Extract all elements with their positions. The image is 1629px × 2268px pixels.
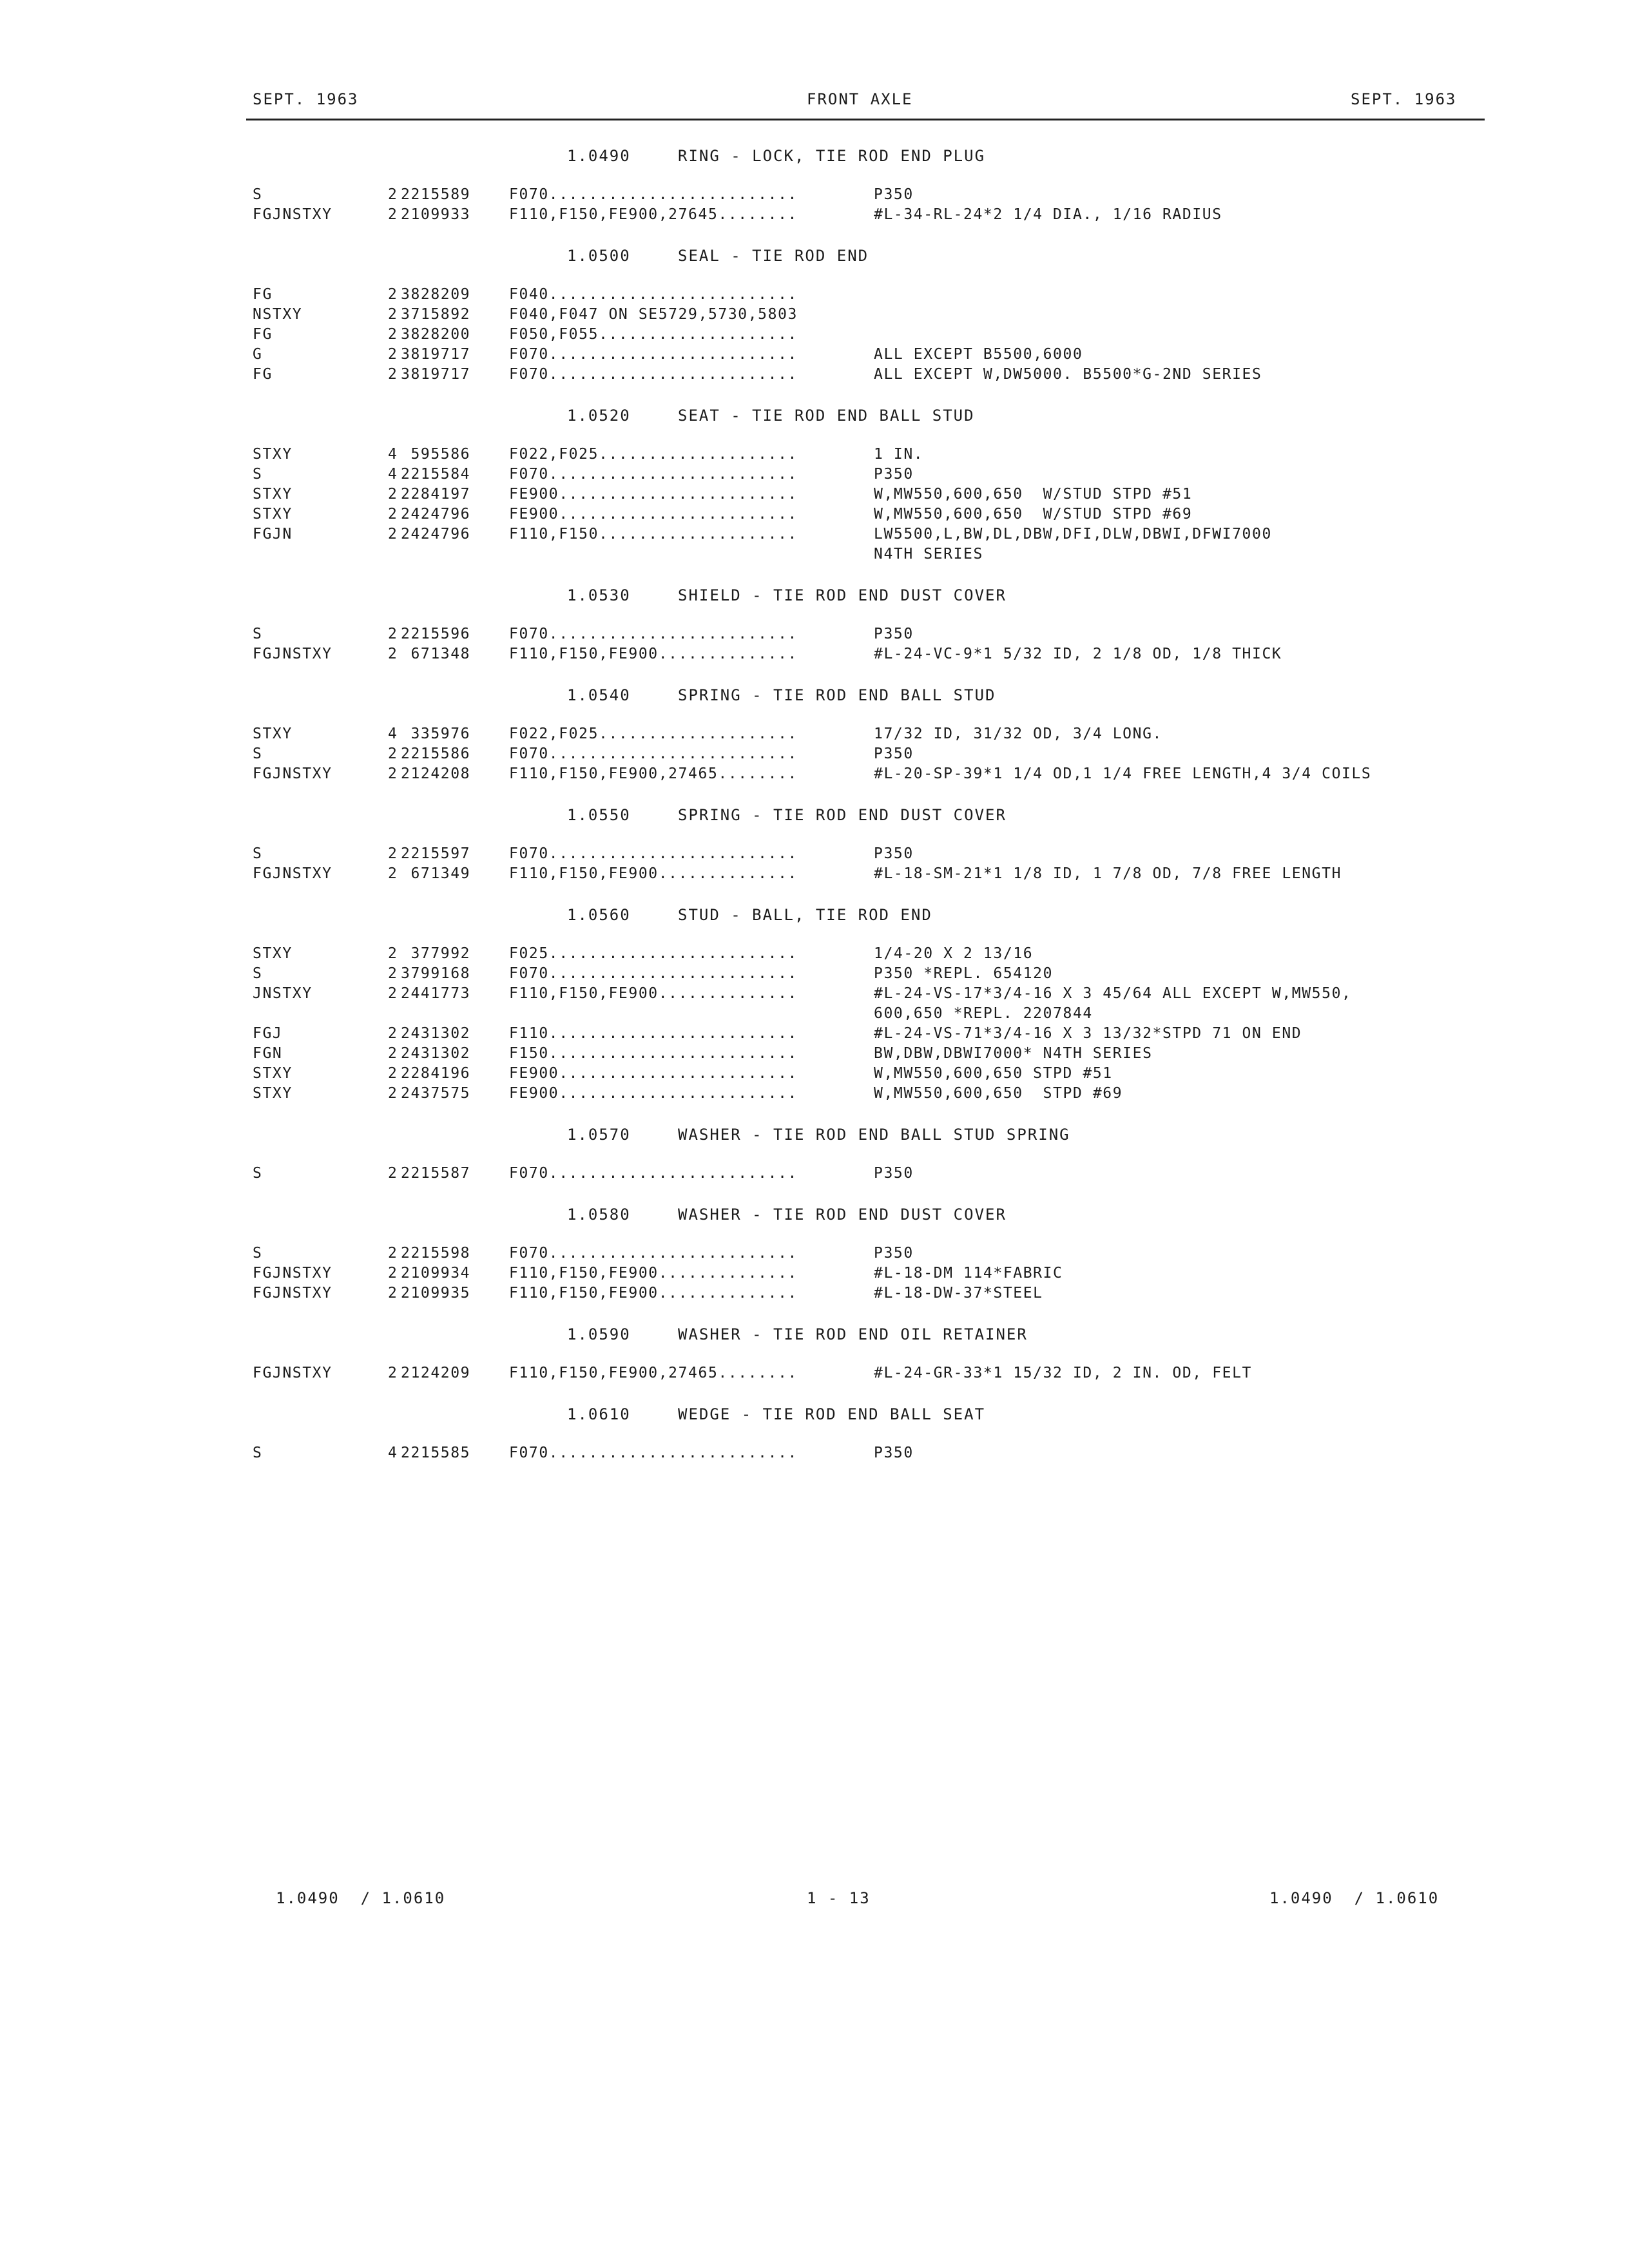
- part-number: 595586: [401, 446, 471, 463]
- part-row: [0, 506, 1629, 526]
- description: #L-24-VC-9*1 5/32 ID, 2 1/8 OD, 1/8 THICK: [874, 646, 1282, 662]
- section-title: SHIELD - TIE ROD END DUST COVER: [678, 586, 1007, 604]
- model-codes: FGJNSTXY: [253, 765, 333, 782]
- model-applicability: F110,F150,FE900..............: [509, 1265, 798, 1282]
- part-number: 3799168: [401, 965, 471, 982]
- section-heading: [0, 1325, 1629, 1345]
- parts-section: [0, 1325, 1629, 1405]
- model-applicability: FE900........................: [509, 1085, 798, 1102]
- part-row: [0, 626, 1629, 646]
- part-number: 3819717: [401, 346, 471, 363]
- quantity: 2: [388, 1165, 398, 1182]
- section-number: 1.0570: [567, 1126, 631, 1144]
- model-codes: S: [253, 1245, 263, 1262]
- section-title: STUD - BALL, TIE ROD END: [678, 906, 932, 924]
- model-applicability: F150.........................: [509, 1045, 798, 1062]
- quantity: 2: [388, 346, 398, 363]
- description: P350: [874, 745, 914, 762]
- section-title: WASHER - TIE ROD END DUST COVER: [678, 1206, 1007, 1224]
- quantity: 2: [388, 186, 398, 203]
- part-row: [0, 765, 1629, 785]
- part-number: 2284197: [401, 486, 471, 503]
- parts-section: [0, 806, 1629, 906]
- section-spacer: [0, 1105, 1629, 1126]
- part-number: 2215586: [401, 745, 471, 762]
- parts-list: [0, 147, 1629, 1465]
- header-title: FRONT AXLE: [807, 90, 913, 108]
- part-row: [0, 466, 1629, 486]
- model-codes: FGJNSTXY: [253, 646, 333, 662]
- description: P350: [874, 1165, 914, 1182]
- part-number: 2215598: [401, 1245, 471, 1262]
- part-number: 2424796: [401, 506, 471, 523]
- model-applicability: F070.........................: [509, 1245, 798, 1262]
- description: #L-24-VS-71*3/4-16 X 3 13/32*STPD 71 ON END: [874, 1025, 1302, 1042]
- quantity: 2: [388, 1285, 398, 1302]
- part-number: 671349: [401, 865, 471, 882]
- section-spacer: [0, 1305, 1629, 1325]
- description: #L-34-RL-24*2 1/4 DIA., 1/16 RADIUS: [874, 206, 1222, 223]
- model-applicability: F070.........................: [509, 845, 798, 862]
- description: P350: [874, 1245, 914, 1262]
- quantity: 2: [388, 626, 398, 642]
- quantity: 2: [388, 646, 398, 662]
- part-row: [0, 1265, 1629, 1285]
- model-codes: FG: [253, 366, 273, 383]
- model-codes: S: [253, 965, 263, 982]
- quantity: 2: [388, 1085, 398, 1102]
- quantity: 4: [388, 1445, 398, 1461]
- part-row: [0, 306, 1629, 326]
- quantity: 2: [388, 506, 398, 523]
- description: P350: [874, 845, 914, 862]
- model-applicability: F070.........................: [509, 626, 798, 642]
- quantity: 2: [388, 306, 398, 323]
- part-row: [0, 366, 1629, 386]
- section-heading: [0, 806, 1629, 826]
- footer-range-right: 1.0490 / 1.0610: [1269, 1889, 1440, 1907]
- description: #L-20-SP-39*1 1/4 OD,1 1/4 FREE LENGTH,4 3/4 COILS: [874, 765, 1372, 782]
- model-codes: NSTXY: [253, 306, 303, 323]
- section-heading: [0, 1126, 1629, 1146]
- model-applicability: F110,F150,FE900,27465........: [509, 765, 798, 782]
- part-number: 3819717: [401, 366, 471, 383]
- section-spacer: [0, 226, 1629, 247]
- parts-section: [0, 906, 1629, 1126]
- description: P350: [874, 1445, 914, 1461]
- parts-section: [0, 686, 1629, 806]
- description: P350: [874, 626, 914, 642]
- part-number: 2109935: [401, 1285, 471, 1302]
- model-codes: S: [253, 745, 263, 762]
- description: W,MW550,600,650 W/STUD STPD #51: [874, 486, 1193, 503]
- part-row: [0, 646, 1629, 666]
- model-codes: STXY: [253, 446, 293, 463]
- model-codes: STXY: [253, 506, 293, 523]
- part-row: [0, 286, 1629, 306]
- model-applicability: F070.........................: [509, 965, 798, 982]
- header-rule: [246, 119, 1485, 120]
- part-row: [0, 726, 1629, 745]
- part-number: 2215587: [401, 1165, 471, 1182]
- model-codes: STXY: [253, 726, 293, 742]
- description: W,MW550,600,650 STPD #51: [874, 1065, 1113, 1082]
- section-number: 1.0530: [567, 586, 631, 604]
- quantity: 2: [388, 526, 398, 543]
- model-applicability: FE900........................: [509, 506, 798, 523]
- section-spacer: [0, 566, 1629, 586]
- model-codes: FGJNSTXY: [253, 1285, 333, 1302]
- part-row: [0, 1245, 1629, 1265]
- model-codes: FGN: [253, 1045, 283, 1062]
- part-number: 2424796: [401, 526, 471, 543]
- part-row: [0, 326, 1629, 346]
- model-codes: STXY: [253, 486, 293, 503]
- description: #L-24-VS-17*3/4-16 X 3 45/64 ALL EXCEPT W,MW550,: [874, 985, 1352, 1002]
- model-codes: STXY: [253, 1085, 293, 1102]
- description: #L-18-SM-21*1 1/8 ID, 1 7/8 OD, 7/8 FREE LENGTH: [874, 865, 1342, 882]
- model-codes: FGJ: [253, 1025, 283, 1042]
- section-heading: [0, 247, 1629, 267]
- description: W,MW550,600,650 W/STUD STPD #69: [874, 506, 1193, 523]
- quantity: 4: [388, 726, 398, 742]
- part-row: [0, 1085, 1629, 1105]
- model-applicability: F040,F047 ON SE5729,5730,5803: [509, 306, 798, 323]
- part-row: [0, 1445, 1629, 1465]
- section-heading: [0, 407, 1629, 427]
- description: 1 IN.: [874, 446, 924, 463]
- section-title: WASHER - TIE ROD END OIL RETAINER: [678, 1325, 1028, 1343]
- quantity: 4: [388, 466, 398, 483]
- model-applicability: F070.........................: [509, 1165, 798, 1182]
- model-applicability: F110,F150....................: [509, 526, 798, 543]
- section-spacer: [0, 1385, 1629, 1405]
- part-row: [0, 486, 1629, 506]
- part-row: [0, 446, 1629, 466]
- quantity: 2: [388, 1025, 398, 1042]
- parts-section: [0, 407, 1629, 586]
- part-number: 2215597: [401, 845, 471, 862]
- model-applicability: F022,F025....................: [509, 726, 798, 742]
- quantity: 2: [388, 1365, 398, 1381]
- parts-section: [0, 1126, 1629, 1206]
- model-applicability: F040.........................: [509, 286, 798, 303]
- quantity: 2: [388, 865, 398, 882]
- model-codes: STXY: [253, 1065, 293, 1082]
- model-codes: S: [253, 626, 263, 642]
- quantity: 4: [388, 446, 398, 463]
- part-number: 2215584: [401, 466, 471, 483]
- parts-section: [0, 147, 1629, 247]
- model-applicability: F022,F025....................: [509, 446, 798, 463]
- part-row: [0, 346, 1629, 366]
- part-row: [0, 206, 1629, 226]
- section-heading: [0, 906, 1629, 926]
- part-row: [0, 1065, 1629, 1085]
- parts-section: [0, 247, 1629, 407]
- footer-range-left: 1.0490 / 1.0610: [276, 1889, 446, 1907]
- model-codes: FGJNSTXY: [253, 1365, 333, 1381]
- part-row: [0, 546, 1629, 566]
- model-codes: FGJN: [253, 526, 293, 543]
- section-title: WEDGE - TIE ROD END BALL SEAT: [678, 1405, 986, 1423]
- quantity: 2: [388, 1045, 398, 1062]
- part-number: 2124208: [401, 765, 471, 782]
- model-applicability: F070.........................: [509, 366, 798, 383]
- model-applicability: F110,F150,FE900..............: [509, 985, 798, 1002]
- section-heading: [0, 586, 1629, 606]
- model-applicability: F110,F150,FE900..............: [509, 1285, 798, 1302]
- part-row: [0, 1025, 1629, 1045]
- part-row: [0, 1005, 1629, 1025]
- quantity: 2: [388, 745, 398, 762]
- description: P350: [874, 186, 914, 203]
- parts-section: [0, 586, 1629, 686]
- quantity: 2: [388, 486, 398, 503]
- section-spacer: [0, 885, 1629, 906]
- description: 600,650 *REPL. 2207844: [874, 1005, 1093, 1022]
- part-number: 3828209: [401, 286, 471, 303]
- description: ALL EXCEPT W,DW5000. B5500*G-2ND SERIES: [874, 366, 1262, 383]
- model-codes: S: [253, 1165, 263, 1182]
- model-codes: FGJNSTXY: [253, 865, 333, 882]
- section-title: WASHER - TIE ROD END BALL STUD SPRING: [678, 1126, 1070, 1144]
- section-spacer: [0, 1185, 1629, 1206]
- model-codes: S: [253, 1445, 263, 1461]
- part-number: 2109933: [401, 206, 471, 223]
- model-applicability: FE900........................: [509, 486, 798, 503]
- quantity: 2: [388, 765, 398, 782]
- part-row: [0, 945, 1629, 965]
- part-number: 2215596: [401, 626, 471, 642]
- description: W,MW550,600,650 STPD #69: [874, 1085, 1123, 1102]
- model-applicability: F070.........................: [509, 186, 798, 203]
- part-row: [0, 985, 1629, 1005]
- model-codes: FG: [253, 286, 273, 303]
- section-number: 1.0560: [567, 906, 631, 924]
- description: #L-18-DM 114*FABRIC: [874, 1265, 1063, 1282]
- model-applicability: F110,F150,FE900..............: [509, 865, 798, 882]
- part-number: 2124209: [401, 1365, 471, 1381]
- parts-section: [0, 1405, 1629, 1465]
- model-applicability: F110,F150,FE900,27645........: [509, 206, 798, 223]
- section-number: 1.0490: [567, 147, 631, 165]
- model-applicability: F070.........................: [509, 346, 798, 363]
- quantity: 2: [388, 945, 398, 962]
- part-number: 2431302: [401, 1025, 471, 1042]
- section-heading: [0, 1206, 1629, 1225]
- quantity: 2: [388, 845, 398, 862]
- section-number: 1.0590: [567, 1325, 631, 1343]
- part-number: 2284196: [401, 1065, 471, 1082]
- section-heading: [0, 147, 1629, 167]
- description: LW5500,L,BW,DL,DBW,DFI,DLW,DBWI,DFWI7000: [874, 526, 1272, 543]
- model-codes: S: [253, 845, 263, 862]
- part-number: 2441773: [401, 985, 471, 1002]
- section-title: RING - LOCK, TIE ROD END PLUG: [678, 147, 986, 165]
- header-date-right: SEPT. 1963: [1351, 90, 1457, 108]
- description: #L-18-DW-37*STEEL: [874, 1285, 1043, 1302]
- section-number: 1.0610: [567, 1405, 631, 1423]
- model-applicability: F070.........................: [509, 466, 798, 483]
- model-codes: G: [253, 346, 263, 363]
- model-codes: JNSTXY: [253, 985, 313, 1002]
- part-number: 3715892: [401, 306, 471, 323]
- model-applicability: F070.........................: [509, 1445, 798, 1461]
- page-number: 1 - 13: [807, 1889, 871, 1907]
- quantity: 2: [388, 206, 398, 223]
- part-number: 2431302: [401, 1045, 471, 1062]
- model-codes: S: [253, 186, 263, 203]
- section-heading: [0, 686, 1629, 706]
- parts-section: [0, 1206, 1629, 1325]
- model-applicability: F025.........................: [509, 945, 798, 962]
- description: 1/4-20 X 2 13/16: [874, 945, 1034, 962]
- quantity: 2: [388, 366, 398, 383]
- section-heading: [0, 1405, 1629, 1425]
- part-row: [0, 845, 1629, 865]
- quantity: 2: [388, 965, 398, 982]
- model-codes: STXY: [253, 945, 293, 962]
- part-row: [0, 1165, 1629, 1185]
- quantity: 2: [388, 1065, 398, 1082]
- part-number: 2215589: [401, 186, 471, 203]
- model-applicability: F110,F150,FE900..............: [509, 646, 798, 662]
- part-row: [0, 865, 1629, 885]
- model-applicability: F110,F150,FE900,27465........: [509, 1365, 798, 1381]
- section-number: 1.0520: [567, 407, 631, 425]
- part-row: [0, 965, 1629, 985]
- description: ALL EXCEPT B5500,6000: [874, 346, 1083, 363]
- section-number: 1.0580: [567, 1206, 631, 1224]
- description: N4TH SERIES: [874, 546, 983, 562]
- part-number: 2437575: [401, 1085, 471, 1102]
- model-applicability: F110.........................: [509, 1025, 798, 1042]
- model-codes: FG: [253, 326, 273, 343]
- description: 17/32 ID, 31/32 OD, 3/4 LONG.: [874, 726, 1162, 742]
- model-codes: FGJNSTXY: [253, 1265, 333, 1282]
- section-title: SEAT - TIE ROD END BALL STUD: [678, 407, 975, 425]
- part-row: [0, 1285, 1629, 1305]
- part-number: 2215585: [401, 1445, 471, 1461]
- part-row: [0, 745, 1629, 765]
- section-title: SPRING - TIE ROD END BALL STUD: [678, 686, 996, 704]
- description: P350 *REPL. 654120: [874, 965, 1054, 982]
- quantity: 2: [388, 326, 398, 343]
- description: BW,DBW,DBWI7000* N4TH SERIES: [874, 1045, 1153, 1062]
- section-spacer: [0, 785, 1629, 806]
- model-applicability: F070.........................: [509, 745, 798, 762]
- part-number: 377992: [401, 945, 471, 962]
- quantity: 2: [388, 985, 398, 1002]
- quantity: 2: [388, 286, 398, 303]
- part-number: 335976: [401, 726, 471, 742]
- section-title: SPRING - TIE ROD END DUST COVER: [678, 806, 1007, 824]
- section-title: SEAL - TIE ROD END: [678, 247, 869, 265]
- description: #L-24-GR-33*1 15/32 ID, 2 IN. OD, FELT: [874, 1365, 1252, 1381]
- model-codes: S: [253, 466, 263, 483]
- part-row: [0, 1365, 1629, 1385]
- part-number: 2109934: [401, 1265, 471, 1282]
- section-number: 1.0550: [567, 806, 631, 824]
- description: P350: [874, 466, 914, 483]
- model-applicability: FE900........................: [509, 1065, 798, 1082]
- part-number: 671348: [401, 646, 471, 662]
- model-codes: FGJNSTXY: [253, 206, 333, 223]
- section-spacer: [0, 666, 1629, 686]
- model-applicability: F050,F055....................: [509, 326, 798, 343]
- header-date-left: SEPT. 1963: [253, 90, 359, 108]
- section-spacer: [0, 386, 1629, 407]
- part-row: [0, 186, 1629, 206]
- section-number: 1.0540: [567, 686, 631, 704]
- quantity: 2: [388, 1265, 398, 1282]
- quantity: 2: [388, 1245, 398, 1262]
- part-row: [0, 526, 1629, 546]
- part-row: [0, 1045, 1629, 1065]
- section-number: 1.0500: [567, 247, 631, 265]
- part-number: 3828200: [401, 326, 471, 343]
